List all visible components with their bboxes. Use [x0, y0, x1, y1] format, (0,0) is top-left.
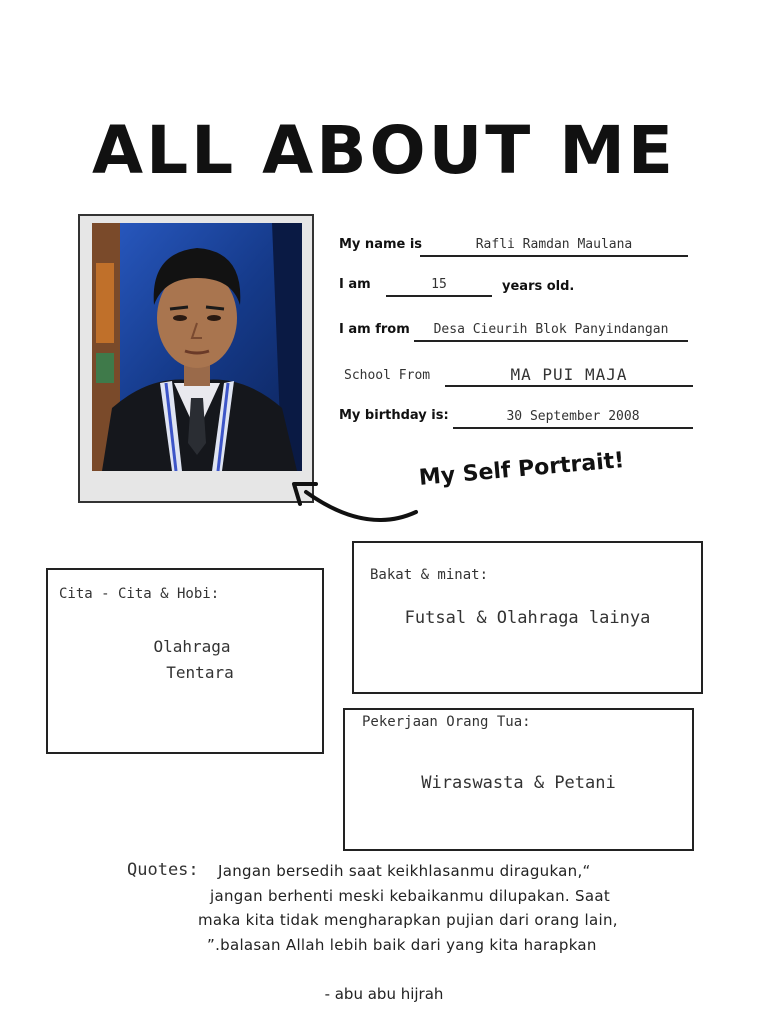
pekerjaan-title: Pekerjaan Orang Tua:: [362, 714, 531, 730]
quote-line-1: Jangan bersedih saat keikhlasanmu diragukan,“: [218, 862, 591, 880]
page-title: ALL ABOUT ME: [91, 112, 676, 189]
curved-arrow-icon: [286, 470, 426, 530]
portrait-photo: [92, 223, 302, 471]
bakat-title: Bakat & minat:: [370, 567, 489, 583]
quotes-label: Quotes:: [127, 860, 199, 880]
birthday-value: 30 September 2008: [453, 408, 693, 429]
portrait-frame: [78, 214, 314, 503]
quote-line-4: ”.balasan Allah lebih baik dari yang kita harapkan: [207, 936, 597, 954]
school-value: MA PUI MAJA: [445, 366, 693, 387]
cita-line-2: Tentara: [166, 663, 234, 682]
bakat-box: [352, 541, 703, 694]
cita-title: Cita - Cita & Hobi:: [59, 586, 220, 602]
quote-author: - abu abu hijrah: [324, 985, 444, 1003]
pekerjaan-text: Wiraswasta & Petani: [421, 773, 616, 793]
portrait-caption: My Self Portrait!: [418, 448, 626, 491]
age-label: I am: [339, 277, 371, 292]
portrait-image: [92, 223, 302, 471]
cita-line-1: Olahraga: [153, 637, 231, 656]
from-value: Desa Cieurih Blok Panyindangan: [414, 321, 688, 342]
pekerjaan-box: [343, 708, 694, 851]
birthday-label: My birthday is:: [339, 408, 449, 423]
name-value: Rafli Ramdan Maulana: [420, 236, 688, 257]
cita-box: [46, 568, 324, 754]
name-label: My name is: [339, 237, 423, 252]
age-value: 15: [386, 276, 492, 297]
quote-line-2: jangan berhenti meski kebaikanmu dilupakan. Saat: [210, 887, 611, 905]
age-suffix: years old.: [502, 279, 575, 294]
bakat-text: Futsal & Olahraga lainya: [404, 608, 651, 628]
school-label: School From: [344, 368, 431, 383]
quote-line-3: maka kita tidak mengharapkan pujian dari orang lain,: [198, 911, 618, 929]
from-label: I am from: [339, 322, 410, 337]
